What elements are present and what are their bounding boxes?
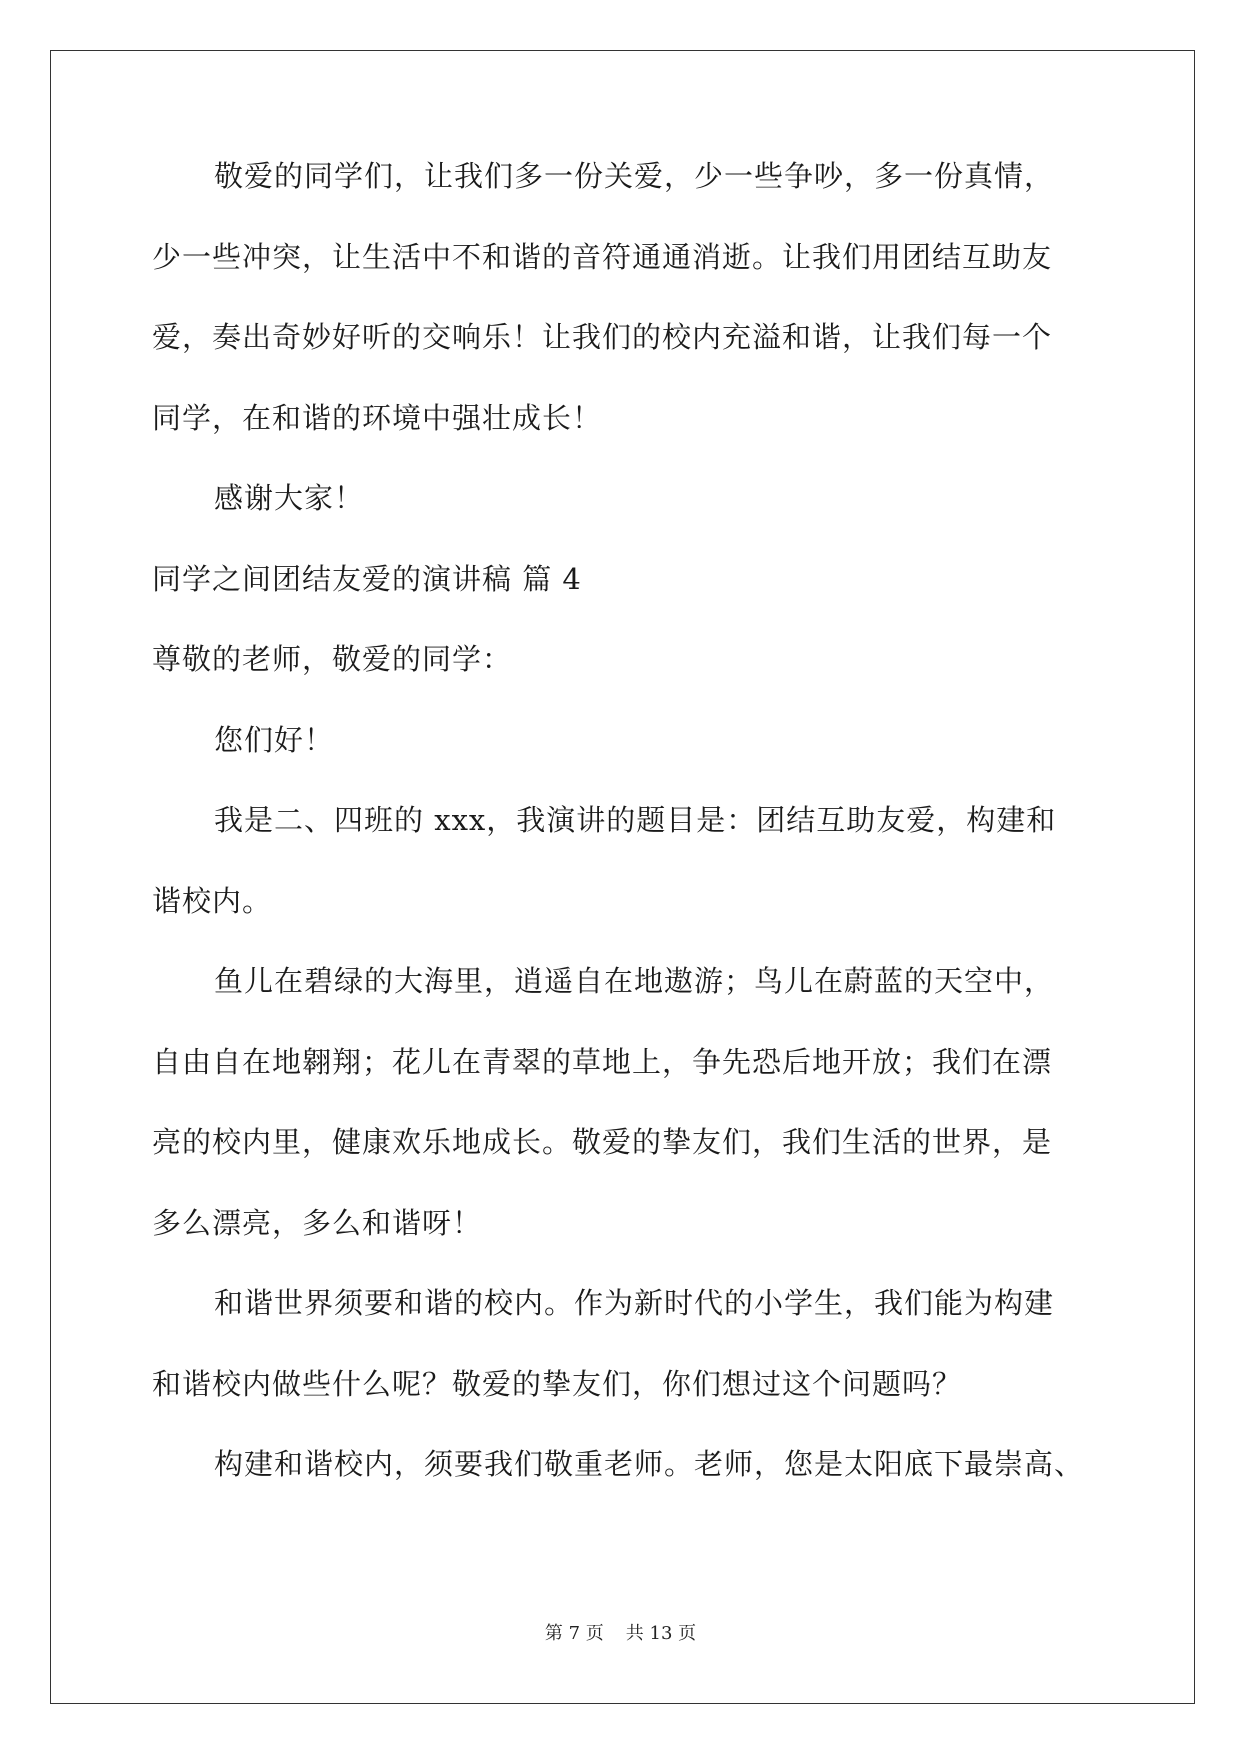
paragraph-line: 多么漂亮，多么和谐呀！ xyxy=(152,1205,483,1240)
paragraph-line: 自由自在地翱翔；花儿在青翠的草地上，争先恐后地开放；我们在漂 xyxy=(152,1044,1053,1079)
total-pages-label: 共 13 页 xyxy=(625,1623,697,1644)
paragraph-line: 构建和谐校内，须要我们敬重老师。老师，您是太阳底下最崇高、 xyxy=(214,1447,1085,1481)
paragraph-line: 亮的校内里，健康欢乐地成长。敬爱的挚友们，我们生活的世界，是 xyxy=(152,1125,1053,1159)
paragraph-line: 感谢大家！ xyxy=(214,481,365,515)
paragraph-line: 同学，在和谐的环境中强壮成长！ xyxy=(152,400,603,435)
document-body xyxy=(152,156,1092,1525)
greeting: 您们好！ xyxy=(214,722,335,757)
paragraph-line: 少一些冲突，让生活中不和谐的音符通通消逝。让我们用团结互助友 xyxy=(152,239,1053,274)
paragraph-line: 我是二、四班的 xxx，我演讲的题目是：团结互助友爱，构建和 xyxy=(214,803,1057,837)
section-heading: 同学之间团结友爱的演讲稿 篇 4 xyxy=(152,561,582,596)
current-page-label: 第 7 页 xyxy=(544,1623,604,1644)
salutation: 尊敬的老师，敬爱的同学： xyxy=(152,642,513,676)
paragraph-line: 和谐校内做些什么呢？敬爱的挚友们，你们想过这个问题吗？ xyxy=(152,1366,963,1401)
paragraph-line: 和谐世界须要和谐的校内。作为新时代的小学生，我们能为构建 xyxy=(214,1286,1055,1320)
paragraph-line: 敬爱的同学们，让我们多一份关爱，少一些争吵，多一份真情， xyxy=(214,159,1055,193)
paragraph-line: 鱼儿在碧绿的大海里，逍遥自在地遨游；鸟儿在蔚蓝的天空中， xyxy=(214,964,1055,998)
paragraph-line: 爱，奏出奇妙好听的交响乐！让我们的校内充溢和谐，让我们每一个 xyxy=(152,320,1053,354)
page-footer xyxy=(0,1622,1241,1646)
paragraph-line: 谐校内。 xyxy=(152,883,273,918)
